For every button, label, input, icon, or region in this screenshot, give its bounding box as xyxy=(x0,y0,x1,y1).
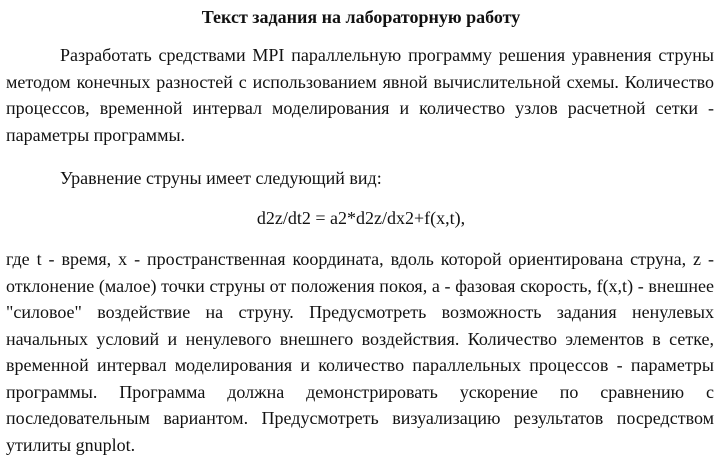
equation-intro-paragraph: Уравнение струны имеет следующий вид: xyxy=(60,168,382,188)
document-title: Текст задания на лабораторную работу xyxy=(201,7,521,27)
equation-explanation-paragraph: где t - время, x - пространственная координата, вдоль которой ориентирована струна, z - отклонение (малое) точки струны от положения покоя, a - фазовая скорость, f(x,t) - внешнее "силовое" воздействие на струну. Предусмотреть возможность задания ненулевых начальных условий и ненулевого внешнего воздействия. Количество элементов в сетке, временной интервал моделирования и количество параллельных процессов - параметры программы. Программа должна демонстрировать ускорение по сравнению с последовательным вариантом. Предусмотреть визуализацию результатов посредством утилиты gnuplot. xyxy=(6,249,714,455)
task-description-paragraph: Разработать средствами MPI параллельную программу решения уравнения струны методом конечных разностей с использованием явной вычислительной схемы. Количество процессов, временной интервал моделирования и количество узлов расчетной сетки - параметры программы. xyxy=(6,45,714,145)
string-equation-formula: d2z/dt2 = a2*d2z/dx2+f(x,t), xyxy=(256,208,466,228)
